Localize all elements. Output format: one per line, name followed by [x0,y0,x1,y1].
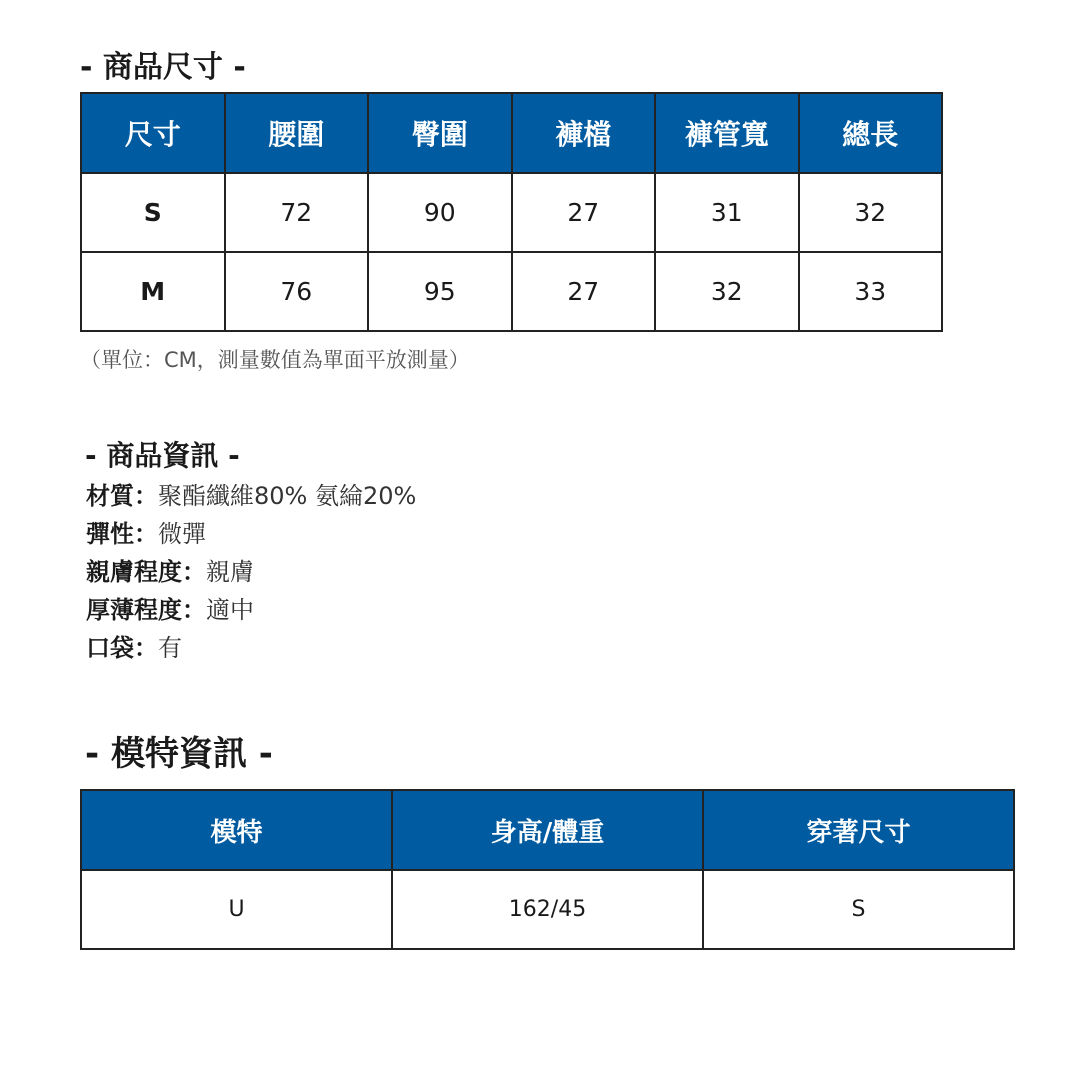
material-label: 材質： [86,482,158,510]
wearing-size-cell: S [703,870,1014,949]
header-wearing-size: 穿著尺寸 [703,790,1014,870]
model-info-title: - 模特資訊 - [85,734,273,774]
table-row [81,870,1014,949]
header-size: 尺寸 [81,93,225,173]
model-table-header-row [81,790,1014,870]
header-waist: 腰圍 [225,93,369,173]
skin-friendly-label: 親膚程度： [86,558,206,586]
hip-cell: 95 [368,252,512,331]
waist-cell: 72 [225,173,369,252]
list-item [86,557,416,595]
table-row [81,173,942,252]
size-cell: S [81,173,225,252]
leg-width-cell: 31 [655,173,799,252]
elasticity-label: 彈性： [86,520,158,548]
model-name-cell: U [81,870,392,949]
waist-cell: 76 [225,252,369,331]
hip-cell: 90 [368,173,512,252]
list-item [86,481,416,519]
header-model: 模特 [81,790,392,870]
skin-friendly-value: 親膚 [206,558,254,586]
list-item [86,519,416,557]
list-item [86,595,416,633]
total-length-cell: 32 [799,173,943,252]
size-chart-table [80,92,943,332]
size-section-title: - 商品尺寸 - [80,50,246,85]
elasticity-value: 微彈 [158,520,206,548]
measurement-note: （單位：CM，測量數值為單面平放測量） [80,348,470,372]
leg-width-cell: 32 [655,252,799,331]
product-info-title: - 商品資訊 - [85,439,240,472]
crotch-cell: 27 [512,252,656,331]
height-weight-cell: 162/45 [392,870,703,949]
crotch-cell: 27 [512,173,656,252]
thickness-label: 厚薄程度： [86,596,206,624]
header-crotch: 褲檔 [512,93,656,173]
pocket-label: 口袋： [86,634,158,662]
material-value: 聚酯纖維80% 氨綸20% [158,482,417,510]
header-hip: 臀圍 [368,93,512,173]
model-info-table [80,789,1015,950]
list-item [86,633,416,671]
total-length-cell: 33 [799,252,943,331]
thickness-value: 適中 [206,596,254,624]
pocket-value: 有 [158,634,182,662]
product-info-list [86,481,416,671]
table-row [81,252,942,331]
header-leg-width: 褲管寬 [655,93,799,173]
size-cell: M [81,252,225,331]
header-height-weight: 身高/體重 [392,790,703,870]
size-table-header-row [81,93,942,173]
header-total-length: 總長 [799,93,943,173]
